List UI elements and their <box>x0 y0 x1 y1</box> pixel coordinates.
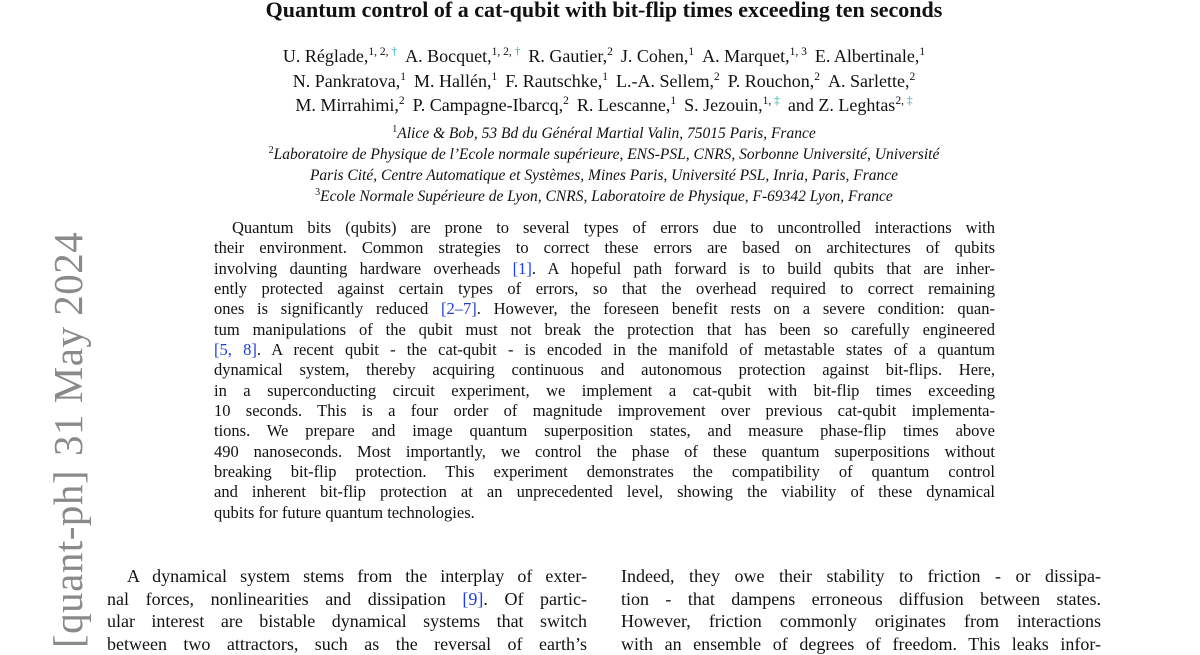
abstract-line <box>214 421 995 441</box>
affiliation-list <box>0 123 1200 207</box>
author-name: A. Marquet, <box>702 46 789 66</box>
affiliation-mark <box>399 95 405 107</box>
author-name: R. Gautier, <box>528 46 607 66</box>
affiliation-number: 1 <box>392 124 397 135</box>
affiliation-number: 3 <box>315 187 320 198</box>
text-run: A dynamical system stems from the interplay of exter- <box>127 566 587 586</box>
text-run: 490 nanoseconds. Most importantly, we control the phase of these quantum superpositions without <box>214 442 995 461</box>
citation-link[interactable]: [9] <box>462 589 483 609</box>
affiliation <box>0 144 1200 165</box>
body-line <box>107 633 587 655</box>
author <box>728 71 820 91</box>
text-run: . A hopeful path forward is to build qubits that are inher- <box>532 259 995 278</box>
text-run: nal forces, nonlinearities and dissipation <box>107 589 462 609</box>
affiliation-number: 1 <box>688 46 694 58</box>
affiliation-mark <box>670 95 676 107</box>
affiliation-number: 2 <box>910 71 916 83</box>
abstract-line <box>214 340 995 360</box>
citation-link[interactable]: [2–7] <box>441 299 477 318</box>
affiliation-mark <box>491 71 497 83</box>
footnote-mark[interactable]: ‡ <box>774 95 780 107</box>
abstract-line <box>214 299 995 319</box>
affiliation <box>0 165 1200 186</box>
text-run: tions. We prepare and image quantum superposition states, and measure phase-flip times above <box>214 421 995 440</box>
author <box>616 71 720 91</box>
abstract-line <box>214 401 995 421</box>
arxiv-date: 31 May 2024 <box>45 232 91 456</box>
body-column-left <box>107 565 587 655</box>
abstract-line <box>214 462 995 482</box>
affiliation-text: Ecole Normale Supérieure de Lyon, CNRS, Laboratoire de Physique, F-69342 Lyon, France <box>320 188 893 205</box>
author <box>505 71 608 91</box>
affiliation-mark <box>790 46 807 58</box>
affiliation-number: 1, <box>763 95 775 107</box>
affiliation-number: 1, 3 <box>790 46 807 58</box>
affiliation-mark <box>895 95 912 107</box>
affiliation-number: 1 <box>491 71 497 83</box>
affiliation-mark <box>688 46 694 58</box>
author <box>684 95 780 115</box>
text-run: tum manipulations of the qubit must not break the protection that has been so carefully engineered <box>214 320 995 339</box>
author-name: M. Mirrahimi, <box>295 95 399 115</box>
author <box>413 95 569 115</box>
body-line <box>107 610 587 633</box>
author <box>528 46 613 66</box>
text-run: and inherent bit-flip protection at an unprecedented level, showing the viability of these dynamical <box>214 482 995 501</box>
author-name: P. Campagne-Ibarcq, <box>413 95 563 115</box>
text-run: breaking bit-flip protection. This experiment demonstrates the compatibility of quantum control <box>214 462 995 481</box>
abstract-line <box>214 218 995 238</box>
author <box>577 95 676 115</box>
author <box>815 46 925 66</box>
text-run: between two attractors, such as the reversal of earth’s <box>107 634 587 654</box>
affiliation-number: 2 <box>269 145 274 156</box>
affiliation-number: 1 <box>400 71 406 83</box>
affiliation-mark <box>492 46 521 58</box>
affiliation-mark <box>910 71 916 83</box>
author-name: U. Réglade, <box>283 46 368 66</box>
text-run: dynamical system, thereby acquiring continuous and autonomous protection against bit-flips. Here, <box>214 360 995 379</box>
body-line <box>621 633 1101 655</box>
abstract-line <box>214 381 995 401</box>
body-line <box>621 565 1101 588</box>
abstract-line <box>214 482 995 502</box>
abstract-line <box>214 442 995 462</box>
abstract-line <box>214 238 995 258</box>
author-name: F. Rautschke, <box>505 71 602 91</box>
author <box>702 46 807 66</box>
affiliation-number: 2, <box>895 95 907 107</box>
author <box>405 46 520 66</box>
author-name: R. Lescanne, <box>577 95 670 115</box>
affiliation-number: 1 <box>670 95 676 107</box>
affiliation-number: 1, 2, <box>368 46 391 58</box>
text-run: tion - that dampens erroneous diffusion between states. <box>621 589 1101 609</box>
arxiv-stamp <box>48 218 89 648</box>
author-name: A. Bocquet, <box>405 46 491 66</box>
text-run: involving daunting hardware overheads <box>214 259 513 278</box>
citation-link[interactable]: [5, 8] <box>214 340 257 359</box>
affiliation-mark <box>714 71 720 83</box>
author-name: and Z. Leghtas <box>788 95 895 115</box>
abstract-line <box>214 320 995 340</box>
author-name: N. Pankratova, <box>293 71 400 91</box>
footnote-mark[interactable]: † <box>515 46 521 58</box>
affiliation-number: 2 <box>563 95 569 107</box>
text-run: their environment. Common strategies to correct these errors are based on architectures of qubits <box>214 238 995 257</box>
author-name: L.-A. Sellem, <box>616 71 714 91</box>
text-run: . However, the foreseen benefit rests on a severe condition: quan- <box>477 299 995 318</box>
affiliation-mark <box>563 95 569 107</box>
body-line <box>107 588 587 611</box>
affiliation-mark <box>763 95 780 107</box>
abstract-line <box>214 279 995 299</box>
author-name: M. Hallén, <box>414 71 491 91</box>
text-run: . Of partic- <box>483 589 587 609</box>
affiliation-number: 1 <box>602 71 608 83</box>
affiliation-number: 1, 2, <box>492 46 515 58</box>
author <box>414 71 497 91</box>
abstract-line <box>214 259 995 279</box>
author-name: S. Jezouin, <box>684 95 763 115</box>
text-run: ones is significantly reduced <box>214 299 441 318</box>
abstract <box>214 218 995 523</box>
paper-title: Quantum control of a cat-qubit with bit-flip times exceeding ten seconds <box>0 0 1200 24</box>
affiliation-mark <box>814 71 820 83</box>
author-line <box>0 93 1200 118</box>
text-run: qubits for future quantum technologies. <box>214 503 475 522</box>
affiliation-number: 2 <box>607 46 613 58</box>
affiliation-number: 2 <box>714 71 720 83</box>
text-run: Quantum bits (qubits) are prone to several types of errors due to uncontrolled interactions with <box>232 218 995 237</box>
affiliation-mark <box>607 46 613 58</box>
body-line <box>621 610 1101 633</box>
abstract-line <box>214 360 995 380</box>
author-name: E. Albertinale, <box>815 46 919 66</box>
text-run: 10 seconds. This is a four order of magnitude improvement over previous cat-qubit implementa- <box>214 401 995 420</box>
body-line <box>621 588 1101 611</box>
affiliation-number: 1 <box>919 46 925 58</box>
author-line <box>0 69 1200 94</box>
author-name: P. Rouchon, <box>728 71 815 91</box>
text-run: However, friction commonly originates from interactions <box>621 611 1101 631</box>
affiliation <box>0 186 1200 207</box>
abstract-line <box>214 503 995 523</box>
affiliation-text: Paris Cité, Centre Automatique et Systèmes, Mines Paris, Université PSL, Inria, Paris, France <box>310 167 898 184</box>
author-line <box>0 44 1200 69</box>
affiliation-mark <box>919 46 925 58</box>
affiliation-number: 2 <box>399 95 405 107</box>
citation-link[interactable]: [1] <box>513 259 532 278</box>
author <box>828 71 915 91</box>
body-line <box>107 565 587 588</box>
author <box>621 46 694 66</box>
author <box>293 71 406 91</box>
text-run: in a superconducting circuit experiment, we implement a cat-qubit with bit-flip times exceeding <box>214 381 995 400</box>
affiliation-text: Alice & Bob, 53 Bd du Général Martial Valin, 75015 Paris, France <box>397 125 815 142</box>
author-list <box>0 44 1200 118</box>
author <box>283 46 397 66</box>
author <box>295 95 404 115</box>
author-name: J. Cohen, <box>621 46 689 66</box>
text-run: . A recent qubit - the cat-qubit - is encoded in the manifold of metastable states of a quantum <box>257 340 995 359</box>
affiliation-mark <box>400 71 406 83</box>
author <box>788 95 913 115</box>
affiliation <box>0 123 1200 144</box>
text-run: Indeed, they owe their stability to friction - or dissipa- <box>621 566 1101 586</box>
footnote-mark[interactable]: ‡ <box>907 95 913 107</box>
author-name: A. Sarlette, <box>828 71 909 91</box>
affiliation-mark <box>602 71 608 83</box>
text-run: ently protected against certain types of errors, so that the overhead required to correct remaining <box>214 279 995 298</box>
arxiv-category: [quant-ph] <box>45 470 91 648</box>
affiliation-mark <box>368 46 397 58</box>
footnote-mark[interactable]: † <box>391 46 397 58</box>
affiliation-text: Laboratoire de Physique de l’Ecole normale supérieure, ENS-PSL, CNRS, Sorbonne Université, Université <box>274 146 940 163</box>
text-run: with an ensemble of degrees of freedom. This leaks infor- <box>621 634 1101 654</box>
body-column-right <box>621 565 1101 655</box>
affiliation-number: 2 <box>814 71 820 83</box>
text-run: ular interest are bistable dynamical systems that switch <box>107 611 587 631</box>
